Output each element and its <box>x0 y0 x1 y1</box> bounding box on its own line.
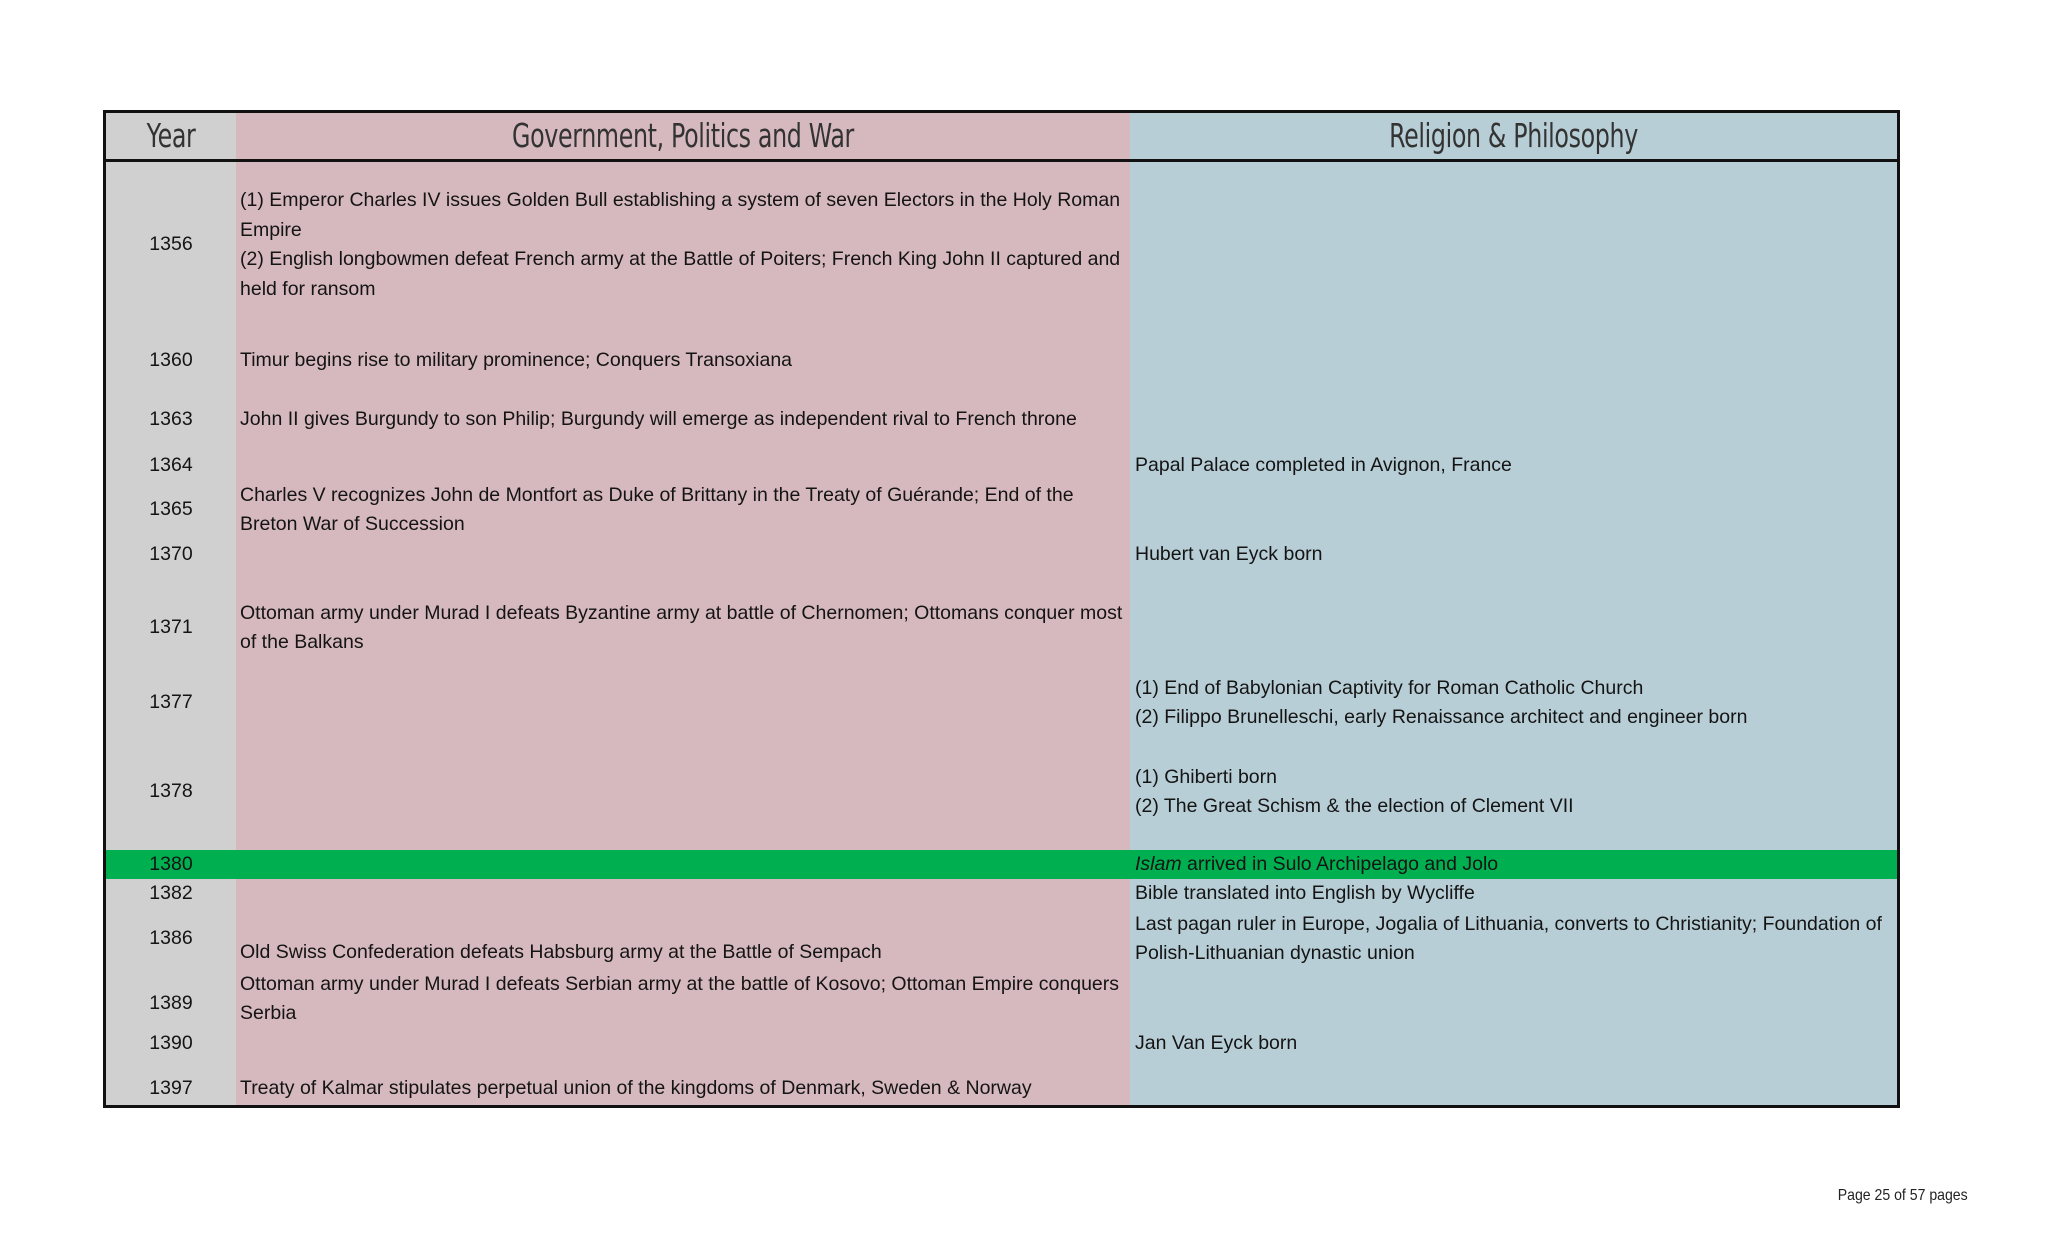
religion-cell <box>1135 405 1885 435</box>
table-row <box>106 1074 1897 1104</box>
table-row <box>106 583 1897 673</box>
table-row <box>106 405 1897 435</box>
page-number: Page 25 of 57 pages <box>1838 1187 1968 1204</box>
religion-emphasis: Islam <box>1135 852 1182 875</box>
government-cell <box>240 540 1130 570</box>
government-cell <box>240 451 1130 481</box>
table-row <box>106 1029 1897 1059</box>
table-row <box>106 175 1897 315</box>
table-row <box>106 540 1897 570</box>
government-cell: Charles V recognizes John de Montfort as Duke of Brittany in the Treaty of Guérande; End of the Breton War of Succession <box>240 483 1074 535</box>
government-cell: Treaty of Kalmar stipulates perpetual union of the kingdoms of Denmark, Sweden & Norway <box>240 1077 1032 1100</box>
government-cell <box>240 879 1130 909</box>
year-cell: 1364 <box>149 454 193 477</box>
religion-cell <box>1135 346 1885 376</box>
year-cell: 1378 <box>149 780 193 803</box>
government-cell: Old Swiss Confederation defeats Habsburg army at the Battle of Sempach <box>240 941 882 964</box>
year-cell: 1397 <box>149 1077 193 1100</box>
year-cell: 1389 <box>149 992 193 1015</box>
government-cell: Ottoman army under Murad I defeats Serbian army at the battle of Kosovo; Ottoman Empire conquers Serbia <box>240 972 1120 1024</box>
table-row <box>106 762 1897 822</box>
religion-cell: (1) Ghiberti born (2) The Great Schism & the election of Clement VII <box>1135 765 1574 817</box>
year-cell: 1360 <box>149 349 193 372</box>
table-row <box>106 909 1897 969</box>
table-row <box>106 969 1897 1029</box>
year-cell: 1377 <box>149 691 193 714</box>
government-cell: (1) Emperor Charles IV issues Golden Bull establishing a system of seven Electors in the Holy Roman Empire (2) English longbowmen defeat French army at the Battle of Poiters; French King John II captured and held for ransom <box>240 189 1121 300</box>
government-cell <box>240 1029 1130 1059</box>
header-year: Year <box>146 116 196 155</box>
religion-cell <box>1135 583 1885 673</box>
government-cell: Timur begins rise to military prominence; Conquers Transoxiana <box>240 349 793 372</box>
government-cell <box>240 762 1130 822</box>
religion-cell: Hubert van Eyck born <box>1135 543 1323 566</box>
year-cell: 1365 <box>149 498 193 521</box>
religion-cell: Islam arrived in Sulo Archipelago and Jolo <box>1135 852 1499 875</box>
year-cell: 1386 <box>149 927 193 950</box>
religion-cell <box>1135 175 1885 315</box>
table-row-highlighted <box>106 850 1897 879</box>
religion-cell <box>1135 1074 1885 1104</box>
religion-cell: (1) End of Babylonian Captivity for Roman Catholic Church (2) Filippo Brunelleschi, early Renaissance architect and engineer born <box>1135 676 1748 728</box>
table-row <box>106 480 1897 540</box>
year-cell: 1356 <box>149 233 193 256</box>
table-row <box>106 879 1897 909</box>
table-row <box>106 673 1897 733</box>
year-cell: 1370 <box>149 543 193 566</box>
header-government: Government, Politics and War <box>512 116 854 155</box>
religion-cell: Last pagan ruler in Europe, Jogalia of Lithuania, converts to Christianity; Foundation of Polish-Lithuanian dynastic union <box>1135 912 1882 964</box>
header-religion: Religion & Philosophy <box>1389 116 1638 155</box>
government-cell: Ottoman army under Murad I defeats Byzantine army at battle of Chernomen; Ottomans conquer most of the Balkans <box>240 601 1123 653</box>
religion-cell: Bible translated into English by Wycliffe <box>1135 882 1475 905</box>
year-cell: 1363 <box>149 408 193 431</box>
government-cell <box>240 850 1130 879</box>
government-cell <box>240 673 1130 733</box>
year-cell: 1382 <box>149 882 193 905</box>
year-cell: 1390 <box>149 1032 193 1055</box>
religion-cell <box>1135 969 1885 1029</box>
religion-cell: Jan Van Eyck born <box>1135 1032 1298 1055</box>
year-cell: 1371 <box>149 616 193 639</box>
religion-cell: Papal Palace completed in Avignon, France <box>1135 454 1512 477</box>
religion-cell <box>1135 480 1885 540</box>
timeline-table <box>103 110 1900 1108</box>
table-row <box>106 346 1897 376</box>
government-cell: John II gives Burgundy to son Philip; Burgundy will emerge as independent rival to French throne <box>240 408 1077 431</box>
year-cell: 1380 <box>149 852 193 875</box>
table-row <box>106 451 1897 481</box>
table-header <box>106 113 1897 162</box>
